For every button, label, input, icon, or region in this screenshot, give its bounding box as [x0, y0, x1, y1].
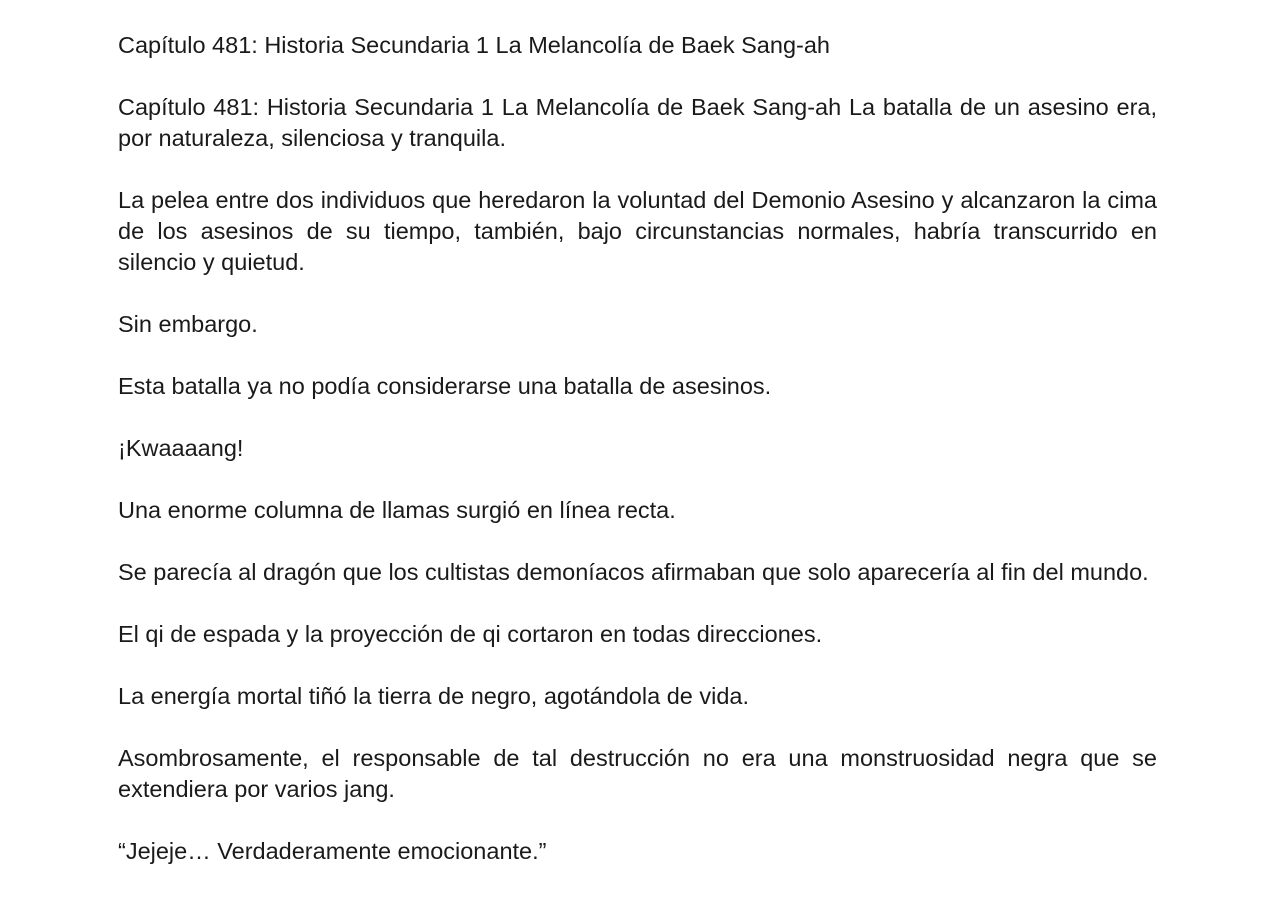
paragraph: La pelea entre dos individuos que heredaron la voluntad del Demonio Asesino y alcanzaron la cima de los asesinos de su tiempo, también, bajo circunstancias normales, habría transcurrido en silencio y quietud.	[118, 187, 1157, 275]
paragraph: Capítulo 481: Historia Secundaria 1 La Melancolía de Baek Sang-ah La batalla de un asesino era, por naturaleza, silenciosa y tranquila.	[118, 94, 1157, 151]
paragraph: Asombrosamente, el responsable de tal destrucción no era una monstruosidad negra que se extendiera por varios jang.	[118, 745, 1157, 802]
paragraph: Esta batalla ya no podía considerarse una batalla de asesinos.	[118, 373, 772, 399]
paragraph: Se parecía al dragón que los cultistas demoníacos afirmaban que solo aparecería al fin del mundo.	[118, 559, 1149, 585]
paragraph: ¡Kwaaaang!	[118, 435, 244, 461]
paragraph: “Jejeje… Verdaderamente emocionante.”	[118, 838, 547, 864]
document-page	[118, 30, 1157, 898]
paragraph: La energía mortal tiñó la tierra de negro, agotándola de vida.	[118, 683, 750, 709]
paragraph: Sin embargo.	[118, 311, 258, 337]
paragraph: Una enorme columna de llamas surgió en línea recta.	[118, 497, 676, 523]
paragraph: El qi de espada y la proyección de qi cortaron en todas direcciones.	[118, 621, 823, 647]
chapter-title: Capítulo 481: Historia Secundaria 1 La Melancolía de Baek Sang-ah	[118, 32, 830, 58]
